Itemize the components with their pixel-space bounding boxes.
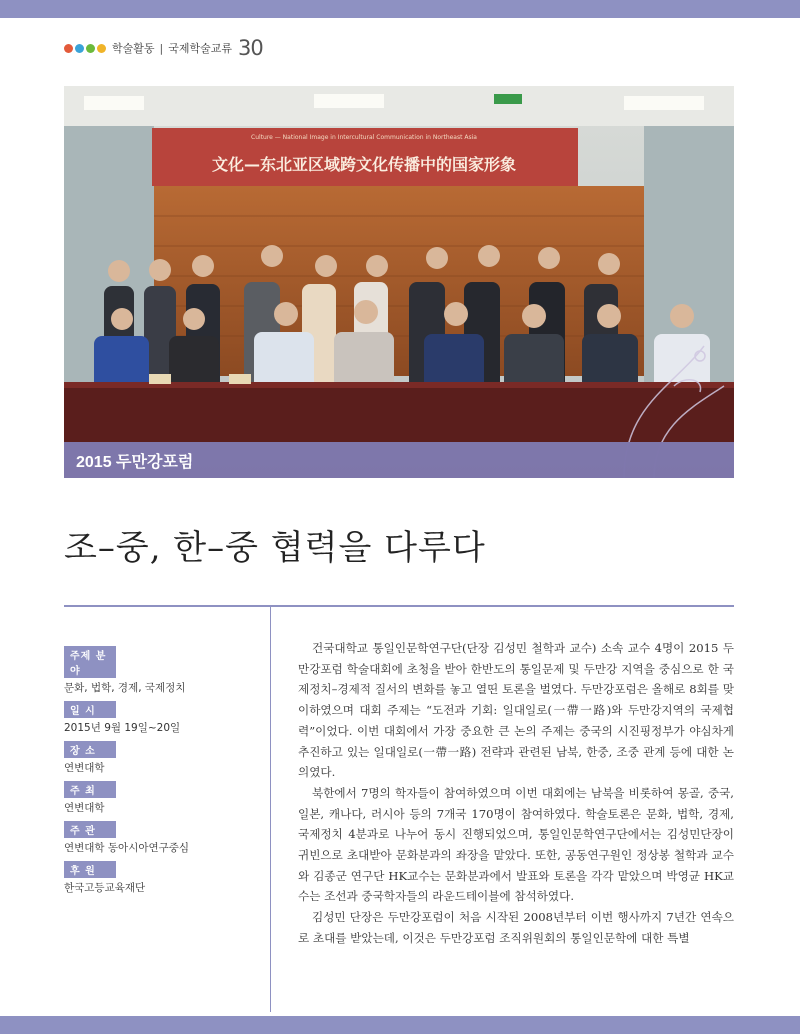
info-value: 연변대학: [64, 762, 105, 774]
logo-icon: [64, 44, 106, 53]
photo-caption: 2015 두만강포럼: [76, 454, 194, 471]
info-venue: [64, 735, 264, 775]
info-label: 주 최: [64, 781, 116, 798]
bottom-bar: [0, 1016, 800, 1034]
page-number: 30: [238, 36, 263, 60]
info-topic: [64, 640, 264, 695]
section-label: 학술활동: [112, 42, 155, 55]
info-sidebar: [64, 640, 264, 895]
info-value: 2015년 9월 19일~20일: [64, 722, 181, 734]
banner-sub: Culture — National Image in Intercultural Communication in Northeast Asia: [251, 134, 477, 141]
info-value: 연변대학 동아시아연구중심: [64, 842, 190, 854]
article-headline: 조–중, 한–중 협력을 다루다: [64, 528, 486, 568]
info-label: 주제 분야: [64, 646, 116, 678]
subsection-label: 국제학술교류: [168, 42, 232, 55]
info-value: 한국고등교육재단: [64, 882, 146, 894]
info-label: 일 시: [64, 701, 116, 718]
banner-main: 文化—东北亚区域跨文化传播中的国家形象: [211, 155, 517, 174]
top-bar: [0, 0, 800, 18]
info-label: 주 관: [64, 821, 116, 838]
info-value: 연변대학: [64, 802, 105, 814]
info-date: [64, 695, 264, 735]
article-body: [298, 638, 734, 949]
group-photo: [64, 86, 734, 478]
headline-divider: [64, 605, 734, 607]
paragraph: 북한에서 7명의 학자들이 참여하였으며 이번 대회에는 남북을 비롯하여 몽골, 중국, 일본, 캐나다, 러시아 등의 7개국 170명이 참여하였다. 학술토론은 문화, 법학, 경제, 국제정치 4분과로 나누어 동시 진행되었으며, 통일인문학연구단에서는 김성민단장이 귀빈으로 초대받아 문화분과의 좌장을 맡았다. 또한, 공동연구원인 정상봉 철학과 교수와 김종군 연구단 HK교수는 문화분과에서 발표와 토론을 각각 맡았으며 박영균 HK교수는 조선과 중국학자들의 라운드테이블에 참석하였다.: [298, 785, 734, 904]
info-host: [64, 775, 264, 815]
group-photo-illustration: [64, 86, 734, 478]
info-label: 후 원: [64, 861, 116, 878]
info-sponsor: [64, 855, 264, 895]
photo-caption-band: [64, 442, 734, 478]
info-value: 문화, 법학, 경제, 국제정치: [64, 682, 186, 694]
page-header: [64, 36, 263, 60]
column-divider: [270, 607, 271, 1012]
info-label: 장 소: [64, 741, 116, 758]
header-separator: |: [159, 41, 164, 55]
info-organizer: [64, 815, 264, 855]
paragraph: 김성민 단장은 두만강포럼이 처음 시작된 2008년부터 이번 행사까지 7년간 연속으로 초대를 받았는데, 이것은 두만강포럼 조직위원회의 통일인문학에 대한 특별: [298, 910, 734, 945]
paragraph: 건국대학교 통일인문학연구단(단장 김성민 철학과 교수) 소속 교수 4명이 2015 두만강포럼 학술대회에 초청을 받아 한반도의 통일문제 및 두만강 지역을 중심으로 한 국제정치–경제적 질서의 변화를 놓고 열띤 토론을 벌였다. 두만강포럼은 올해로 8회를 맞이하였으며 대회 주제는 “도전과 기회: 일대일로(一帶一路)와 두만강지역의 국제협력”이었다. 이번 대회에서 가장 중요한 큰 논의 주제는 중국의 시진핑정부가 야심차게 추진하고 있는 일대일로(一帶一路) 전략과 관련된 남북, 한중, 조중 관계 등에 대한 논의였다.: [298, 641, 734, 780]
